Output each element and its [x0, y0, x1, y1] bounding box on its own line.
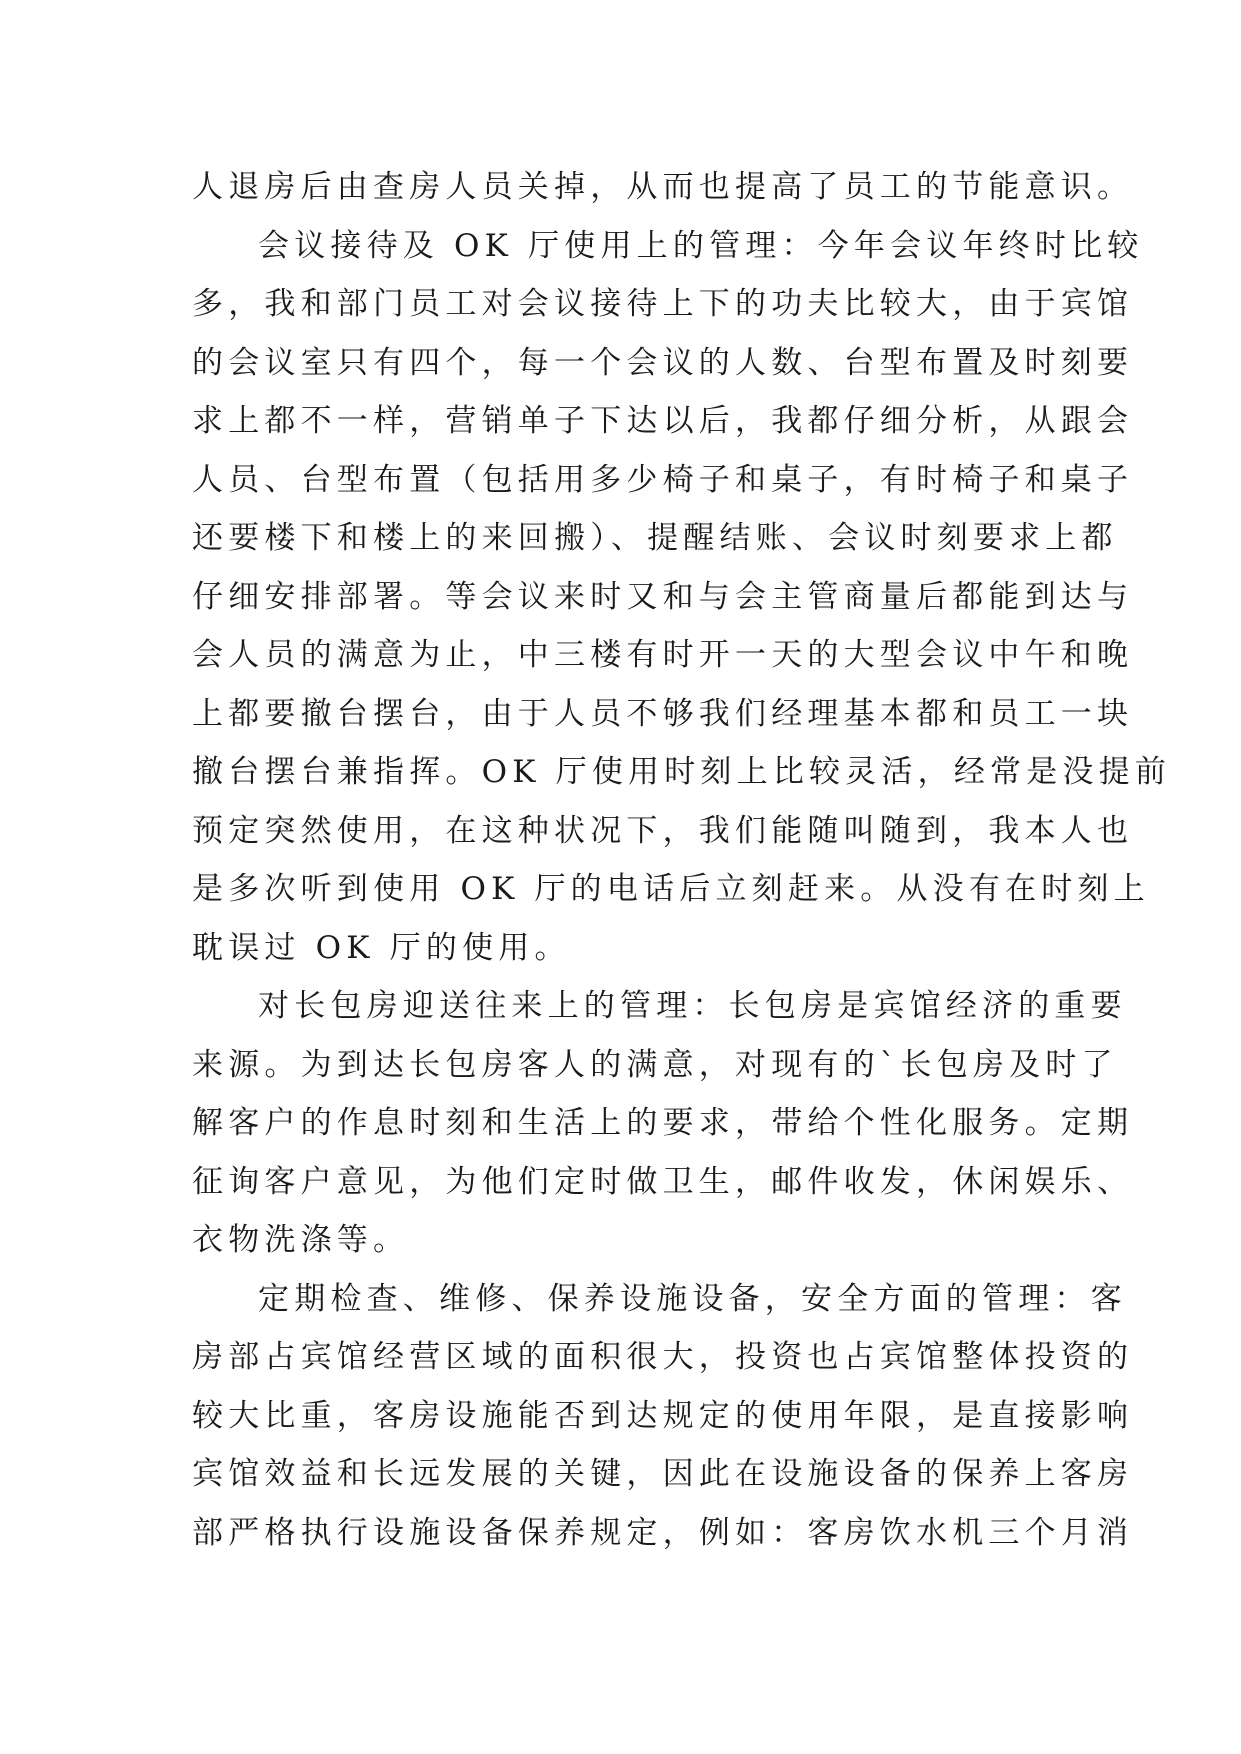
text-line: 衣物洗涤等。	[192, 1222, 410, 1258]
text-line: 上都要撤台摆台，由于人员不够我们经理基本都和员工一块	[192, 695, 1134, 732]
text-line: 会议接待及 OK 厅使用上的管理：今年会议年终时比较	[258, 227, 1144, 264]
text-line: 多，我和部门员工对会议接待上下的功夫比较大，由于宾馆	[192, 286, 1134, 322]
text-line: 房部占宾馆经营区域的面积很大，投资也占宾馆整体投资的	[192, 1339, 1134, 1375]
text-line: 征询客户意见，为他们定时做卫生，邮件收发，休闲娱乐、	[192, 1163, 1134, 1200]
text-line: 对长包房迎送往来上的管理：长包房是宾馆经济的重要	[258, 988, 1127, 1024]
text-line: 来源。为到达长包房客人的满意，对现有的`长包房及时了	[192, 1046, 1118, 1083]
text-line: 是多次听到使用 OK 厅的电话后立刻赶来。从没有在时刻上	[192, 871, 1150, 907]
text-line: 会人员的满意为止，中三楼有时开一天的大型会议中午和晚	[192, 637, 1134, 673]
text-line: 预定突然使用，在这种状况下，我们能随叫随到，我本人也	[192, 812, 1134, 849]
text-line: 解客户的作息时刻和生活上的要求，带给个性化服务。定期	[192, 1105, 1134, 1141]
text-line: 撤台摆台兼指挥。OK 厅使用时刻上比较灵活，经常是没提前	[192, 754, 1172, 790]
text-line: 部严格执行设施设备保养规定，例如：客房饮水机三个月消	[192, 1514, 1134, 1551]
text-line: 人退房后由查房人员关掉，从而也提高了员工的节能意识。	[192, 169, 1134, 205]
text-line: 还要楼下和楼上的来回搬）、提醒结账、会议时刻要求上都	[192, 520, 1118, 556]
text-line: 耽误过 OK 厅的使用。	[192, 929, 571, 966]
text-line: 的会议室只有四个，每一个会议的人数、台型布置及时刻要	[192, 344, 1134, 381]
text-line: 定期检查、维修、保养设施设备，安全方面的管理：客	[258, 1280, 1127, 1317]
text-line: 较大比重，客房设施能否到达规定的使用年限，是直接影响	[192, 1397, 1134, 1434]
body-text	[192, 158, 1172, 1562]
text-line: 人员、台型布置（包括用多少椅子和桌子，有时椅子和桌子	[192, 461, 1134, 498]
text-line: 求上都不一样，营销单子下达以后，我都仔细分析，从跟会	[192, 403, 1134, 439]
text-line: 仔细安排部署。等会议来时又和与会主管商量后都能到达与	[192, 578, 1134, 615]
text-line: 宾馆效益和长远发展的关键，因此在设施设备的保养上客房	[192, 1456, 1134, 1492]
